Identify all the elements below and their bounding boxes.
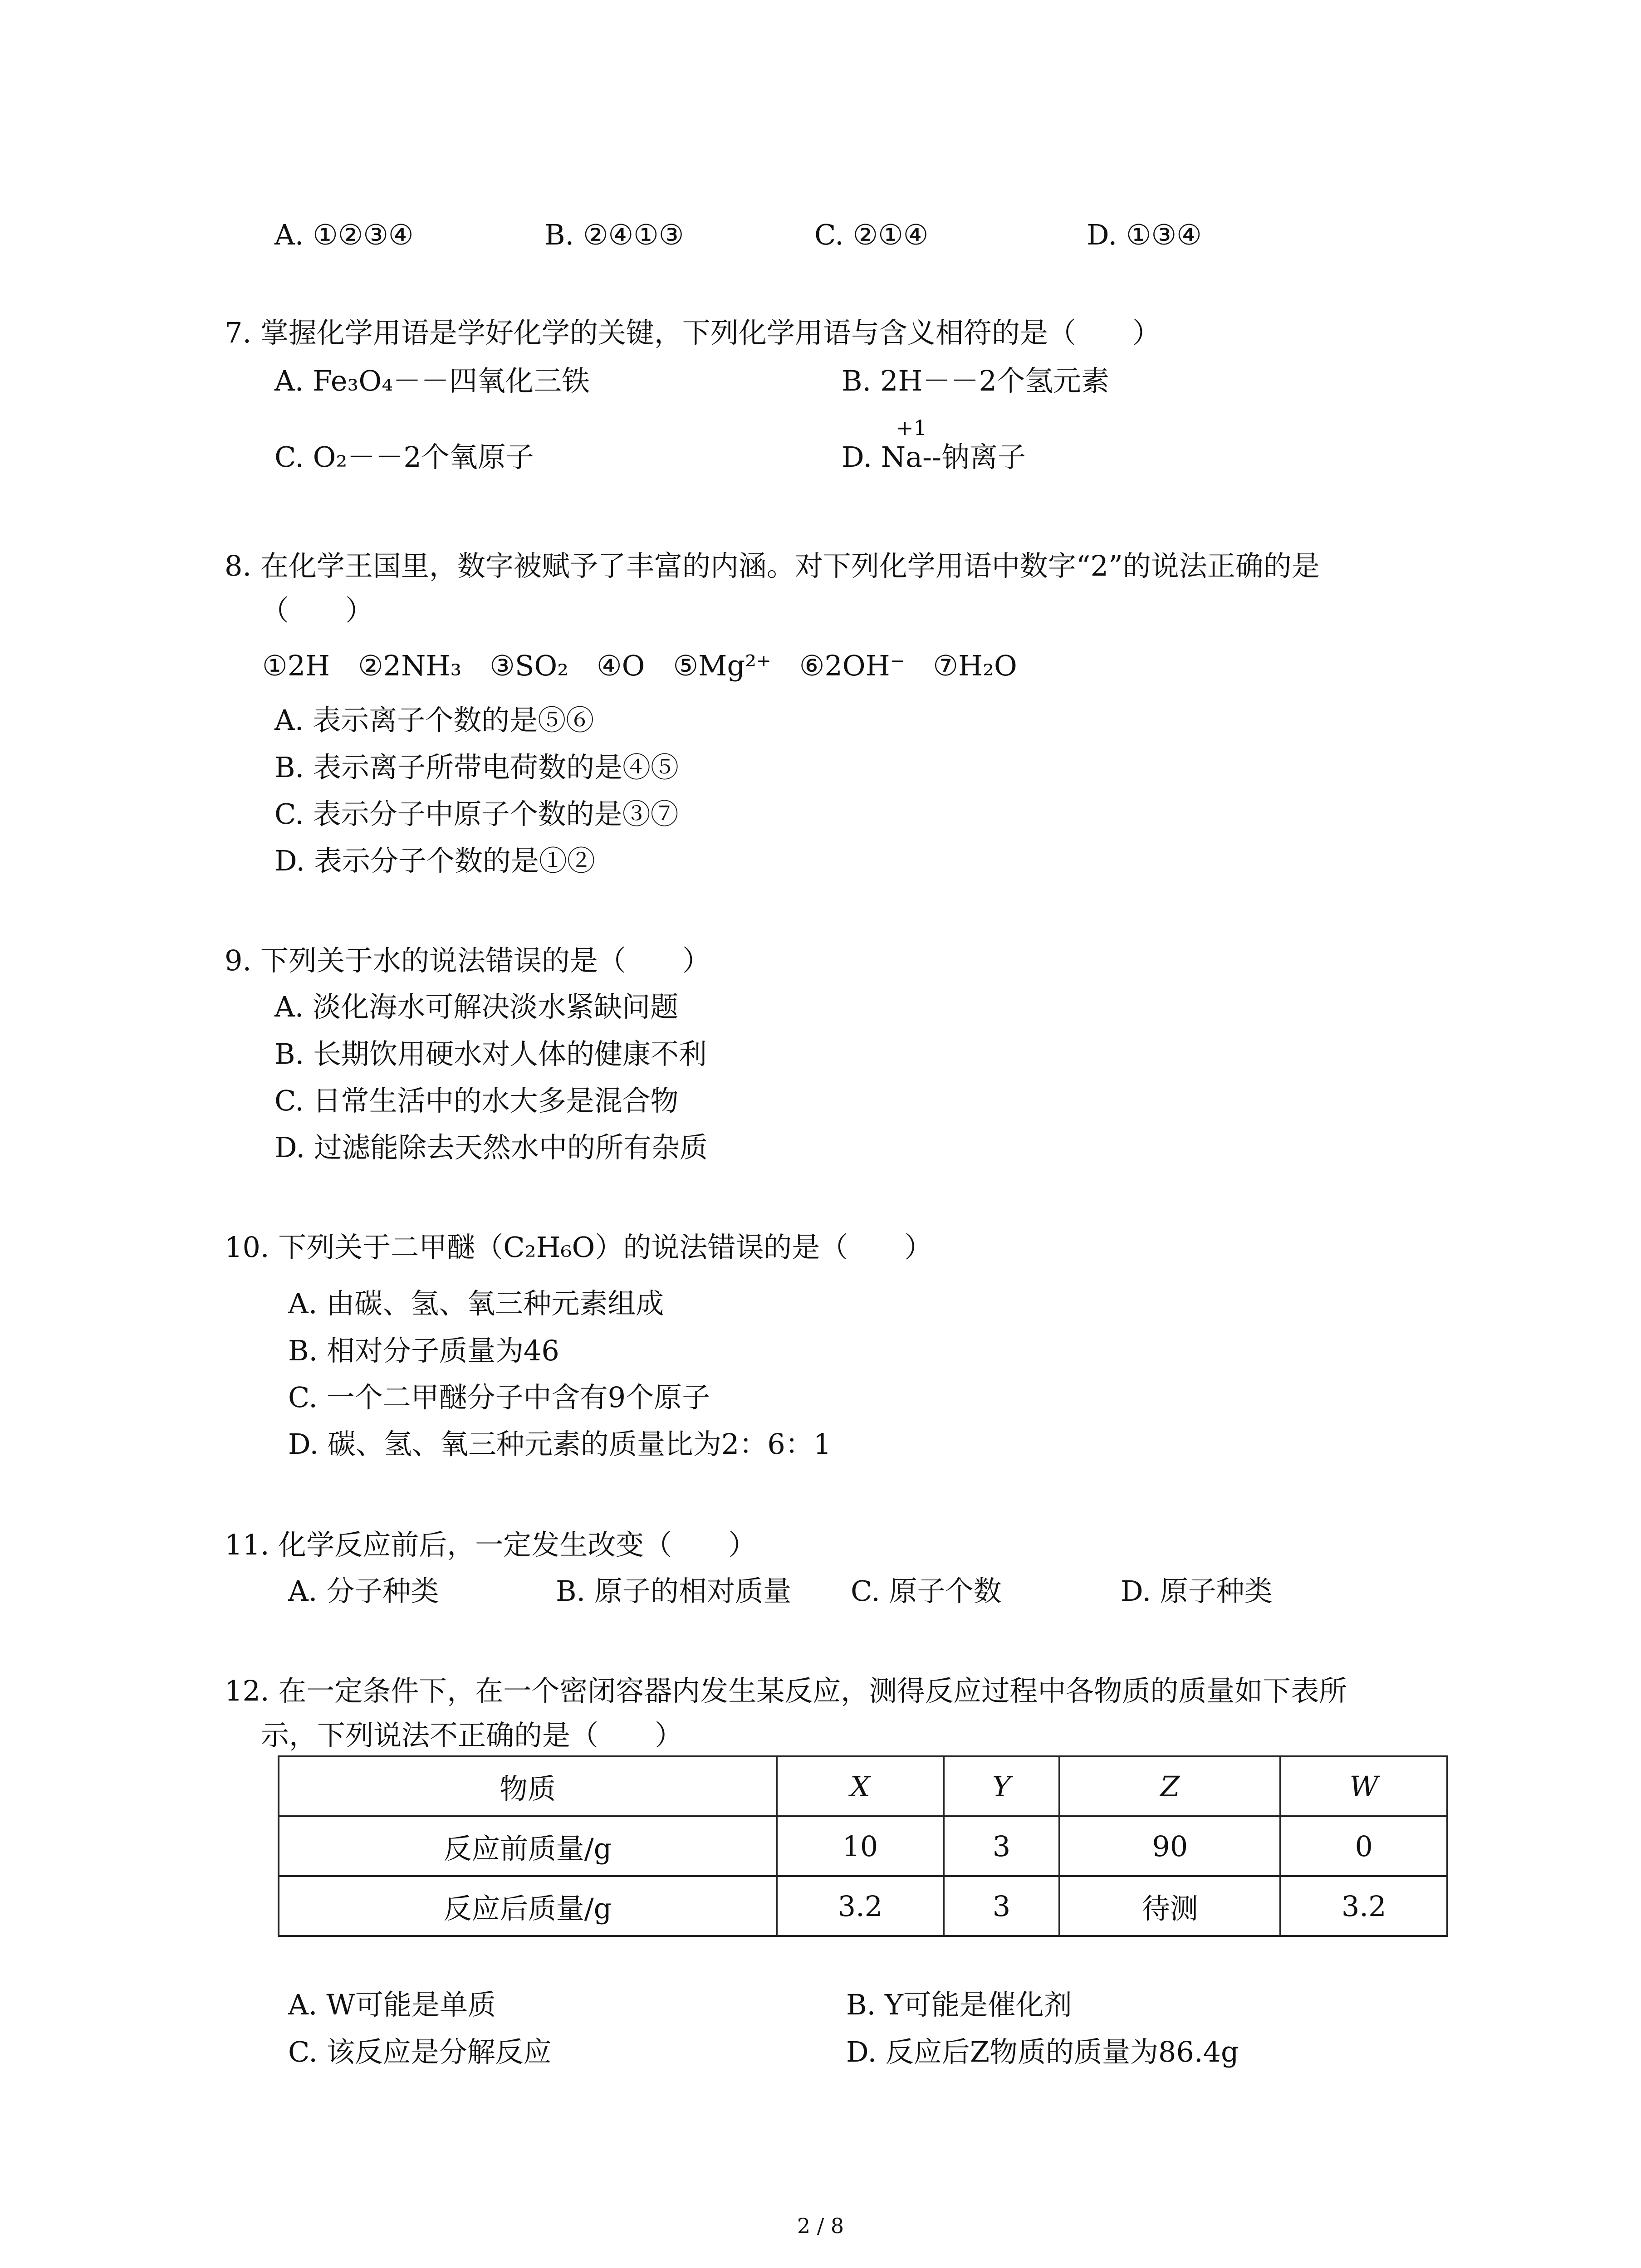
table-cell: 10	[777, 1816, 943, 1876]
q12-stem-line2: 示，下列说法不正确的是（ ）	[261, 1719, 683, 1752]
page-number: 2 / 8	[797, 2214, 844, 2238]
q11-option-b: B. 原子的相对质量	[556, 1574, 791, 1608]
q6-option-a: A. ①②③④	[274, 218, 414, 251]
table-cell: 3	[944, 1816, 1060, 1876]
q10-stem: 10. 下列关于二甲醚（C₂H₆O）的说法错误的是（ ）	[225, 1231, 933, 1264]
q9-option-d: D. 过滤能除去天然水中的所有杂质	[274, 1131, 708, 1164]
mass-table	[278, 1755, 1448, 1937]
table-header-cell: Y	[944, 1756, 1060, 1816]
q10-option-a: A. 由碳、氢、氧三种元素组成	[288, 1287, 664, 1320]
q8-option-d: D. 表示分子个数的是①②	[274, 844, 595, 877]
q10-option-d: D. 碳、氢、氧三种元素的质量比为2：6：1	[288, 1427, 832, 1461]
q7-option-b: B. 2H－－2个氢元素	[842, 364, 1109, 397]
q8-stem-line2: （ ）	[261, 594, 374, 627]
q12-option-b: B. Y可能是催化剂	[846, 1988, 1072, 2021]
q7-option-c: C. O₂－－2个氧原子	[274, 440, 534, 474]
q9-option-a: A. 淡化海水可解决淡水紧缺问题	[274, 990, 679, 1023]
q9-stem: 9. 下列关于水的说法错误的是（ ）	[225, 944, 710, 977]
q11-option-a: A. 分子种类	[288, 1574, 439, 1608]
q12-option-c: C. 该反应是分解反应	[288, 2035, 552, 2068]
q8-option-b: B. 表示离子所带电荷数的是④⑤	[274, 751, 679, 784]
q7-option-a: A. Fe₃O₄－－四氧化三铁	[274, 364, 590, 397]
q8-option-a: A. 表示离子个数的是⑤⑥	[274, 704, 594, 737]
table-header-row	[279, 1756, 1447, 1816]
table-header-cell: X	[777, 1756, 943, 1816]
q7-stem: 7. 掌握化学用语是学好化学的关键，下列化学用语与含义相符的是（ ）	[225, 316, 1161, 349]
q8-stem-line1: 8. 在化学王国里，数字被赋予了丰富的内涵。对下列化学用语中数字“2”的说法正确的是	[225, 549, 1320, 582]
q12-option-a: A. W可能是单质	[288, 1988, 496, 2021]
q11-stem: 11. 化学反应前后，一定发生改变（ ）	[225, 1528, 757, 1561]
q10-option-c: C. 一个二甲醚分子中含有9个原子	[288, 1381, 710, 1414]
table-cell: 3.2	[1280, 1876, 1447, 1936]
table-cell: 3	[944, 1876, 1060, 1936]
q12-option-d: D. 反应后Z物质的质量为86.4g	[846, 2035, 1239, 2068]
q9-option-b: B. 长期饮用硬水对人体的健康不利	[274, 1037, 707, 1070]
table-header-cell: Z	[1059, 1756, 1280, 1816]
q6-option-b: B. ②④①③	[544, 218, 684, 251]
table-cell: 3.2	[777, 1876, 943, 1936]
q12-stem-line1: 12. 在一定条件下，在一个密闭容器内发生某反应，测得反应过程中各物质的质量如下表所	[225, 1674, 1347, 1707]
table-cell: 90	[1059, 1816, 1280, 1876]
table-cell: 反应前质量/g	[279, 1816, 777, 1876]
q9-option-c: C. 日常生活中的水大多是混合物	[274, 1084, 679, 1117]
q11-option-d: D. 原子种类	[1121, 1574, 1273, 1608]
q8-option-c: C. 表示分子中原子个数的是③⑦	[274, 797, 679, 831]
table-header-cell: W	[1280, 1756, 1447, 1816]
table-row	[279, 1816, 1447, 1876]
q6-option-c: C. ②①④	[814, 218, 929, 251]
q10-option-b: B. 相对分子质量为46	[288, 1334, 559, 1367]
q7-option-d-charge: +1	[896, 415, 927, 440]
q6-option-d: D. ①③④	[1087, 218, 1202, 251]
table-cell: 0	[1280, 1816, 1447, 1876]
q7-option-d: D. Na--钠离子	[842, 440, 1026, 474]
q11-option-c: C. 原子个数	[851, 1574, 1002, 1608]
table-cell: 待测	[1059, 1876, 1280, 1936]
q8-formulas: ①2H ②2NH₃ ③SO₂ ④O ⑤Mg²⁺ ⑥2OH⁻ ⑦H₂O	[262, 649, 1017, 682]
table-row	[279, 1876, 1447, 1936]
table-header-cell: 物质	[279, 1756, 777, 1816]
table-cell: 反应后质量/g	[279, 1876, 777, 1936]
